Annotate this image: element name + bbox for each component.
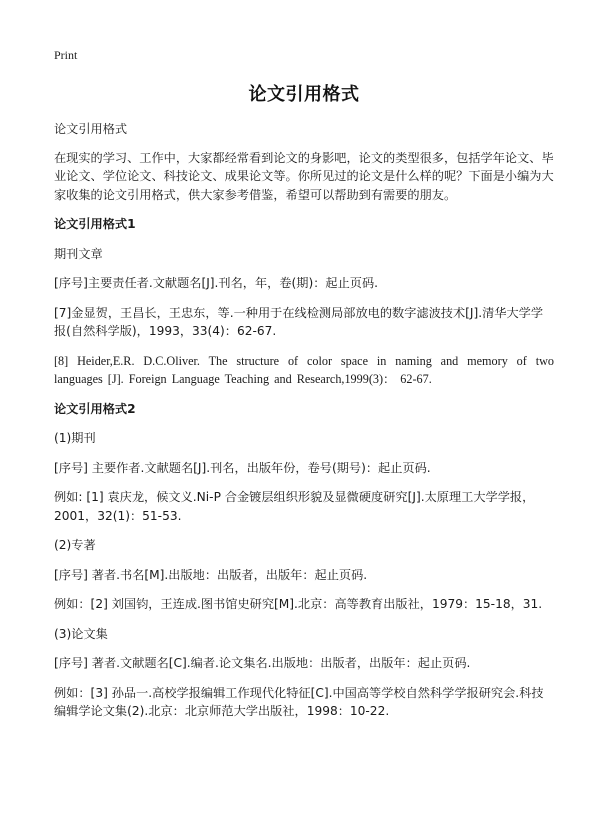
journal-format: [序号] 主要作者.文献题名[J].刊名，出版年份，卷号(期号)：起止页码. [54,460,431,475]
collection-example: 例如：[3] 孙品一.高校学报编辑工作现代化特征[C].中国高等学校自然科学学报研究会.科技编辑学论文集(2).北京：北京师范大学出版社，1998：10-22. [54,685,544,718]
journal-example: 例如: [1] 袁庆龙，候文义.Ni-P 合金镀层组织形貌及显微硬度研究[J].太原理工大学学报，2001，32(1)：51-53. [54,490,535,523]
section1-format: [序号]主要责任者.文献题名[J].刊名，年，卷(期)：起止页码. [54,276,379,290]
intro-paragraph: 在现实的学习、工作中，大家都经常看到论文的身影吧，论文的类型很多，包括学年论文、毕业论文、学位论文、科技论文、成果论文等。你所见过的论文是什么样的呢？下面是小编为大家收集的论文引用格式，供大家参考借鉴，希望可以帮助到有需要的朋友。 [54,150,554,202]
section2-heading: 论文引用格式2 [54,401,136,416]
collection-label: (3)论文集 [54,626,108,641]
collection-format: [序号] 著者.文献题名[C].编者.论文集名.出版地：出版者，出版年：起止页码. [54,656,471,670]
section1-example-1: [7]金显贺，王昌长，王忠东，等.一种用于在线检测局部放电的数字滤波技术[J].清华大学学报(自然科学版)，1993，33(4)：62-67. [54,305,544,338]
section1-example-2: [8] Heider,E.R. D.C.Oliver. The structure of color space in naming and memory of two languages [J]. Foreign Language Teaching and Research,1999(3)： 62-67. [54,353,554,386]
document-body [54,120,554,732]
monograph-example: 例如：[2] 刘国钧，王连成.图书馆史研究[M].北京：高等教育出版社，1979：15-18，31. [54,597,543,611]
section1-heading: 论文引用格式1 [54,217,136,231]
page-title: 论文引用格式 [248,84,360,105]
print-label: Print [54,48,78,62]
monograph-format: [序号] 著者.书名[M].出版地：出版者，出版年：起止页码. [54,567,368,582]
section1-subheading: 期刊文章 [54,246,103,261]
journal-label: (1)期刊 [54,431,96,445]
intro-label: 论文引用格式 [54,122,128,136]
monograph-label: (2)专著 [54,538,96,552]
